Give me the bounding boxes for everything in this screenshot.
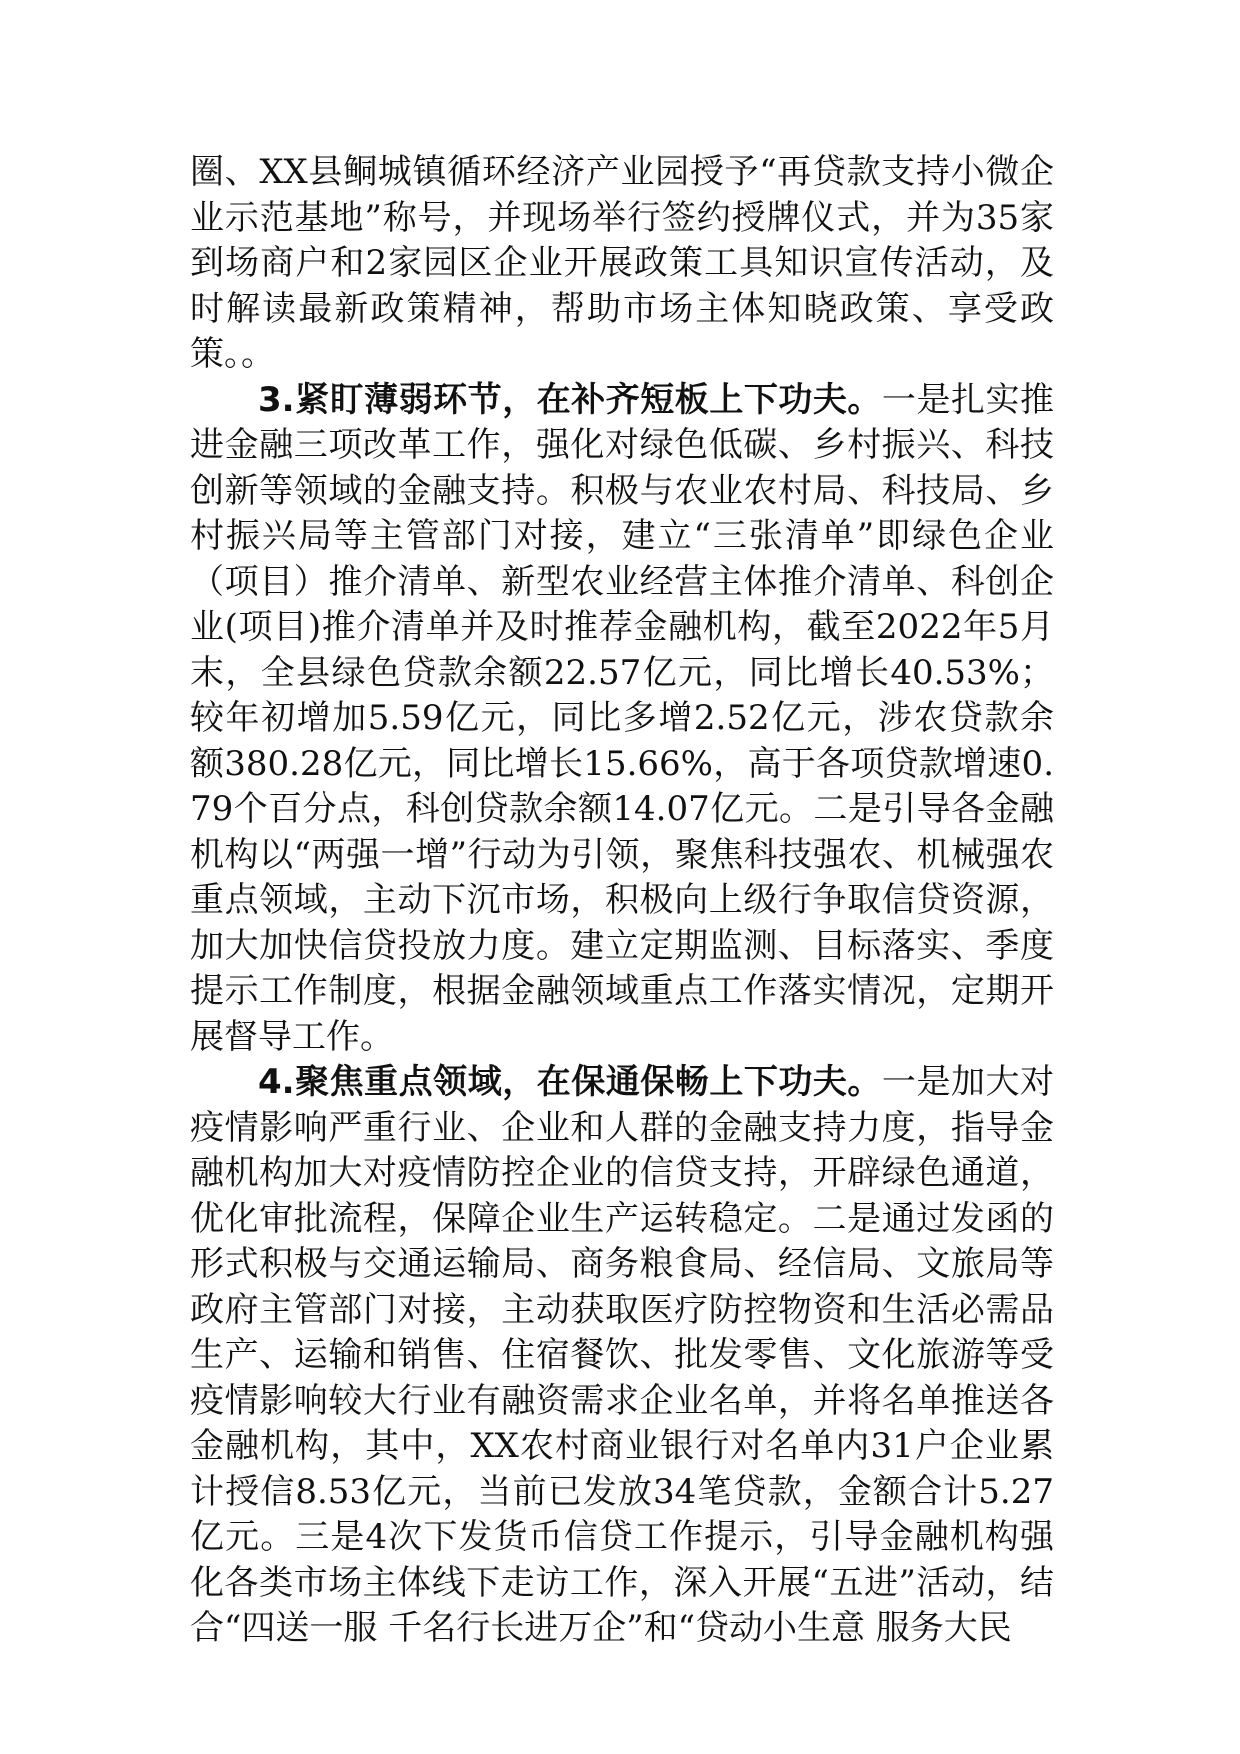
paragraph-section-4 [190, 1060, 1054, 1652]
document-body [190, 150, 1054, 1652]
paragraph-section-3 [190, 378, 1054, 1061]
paragraph-text: 一是加大对疫情影响严重行业、企业和人群的金融支持力度，指导金融机构加大对疫情防控企业的信贷支持，开辟绿色通道，优化审批流程，保障企业生产运转稳定。二是通过发函的形式积极与交通运输局、商务粮食局、经信局、文旅局等政府主管部门对接，主动获取医疗防控物资和生活必需品生产、运输和销售、住宿餐饮、批发零售、文化旅游等受疫情影响较大行业有融资需求企业名单，并将名单推送各金融机构，其中，XX农村商业银行对名单内31户企业累计授信8.53亿元，当前已发放34笔贷款，金额合计5.27亿元。三是4次下发货币信贷工作提示，引导金融机构强化各类市场主体线下走访工作，深入开展“五进”活动，结合“四送一服 千名行长进万企”和“贷动小生意 服务大民 [190, 1062, 1054, 1648]
paragraph-continuation [190, 150, 1054, 378]
paragraph-text: 圈、XX县鲖城镇循环经济产业园授予“再贷款支持小微企业示范基地”称号，并现场举行签约授牌仪式，并为35家到场商户和2家园区企业开展政策工具知识宣传活动，及时解读最新政策精神，帮助市场主体知晓政策、享受政策。。 [190, 152, 1054, 374]
section-heading: 3.紧盯薄弱环节，在补齐短板上下功夫。 [258, 379, 882, 420]
section-heading: 4.聚焦重点领域，在保通保畅上下功夫。 [258, 1062, 882, 1102]
paragraph-text: 一是扎实推进金融三项改革工作，强化对绿色低碳、乡村振兴、科技创新等领域的金融支持。积极与农业农村局、科技局、乡村振兴局等主管部门对接，建立“三张清单”即绿色企业（项目）推介清单、新型农业经营主体推介清单、科创企业(项目)推介清单并及时推荐金融机构，截至2022年5月末，全县绿色贷款余额22.57亿元，同比增长40.53%；较年初增加5.59亿元，同比多增2.52亿元，涉农贷款余额380.28亿元，同比增长15.66%，高于各项贷款增速0.79个百分点，科创贷款余额14.07亿元。二是引导各金融机构以“两强一增”行动为引领，聚焦科技强农、机械强农重点领域，主动下沉市场，积极向上级行争取信贷资源，加大加快信贷投放力度。建立定期监测、目标落实、季度提示工作制度，根据金融领域重点工作落实情况，定期开展督导工作。 [190, 379, 1054, 1057]
